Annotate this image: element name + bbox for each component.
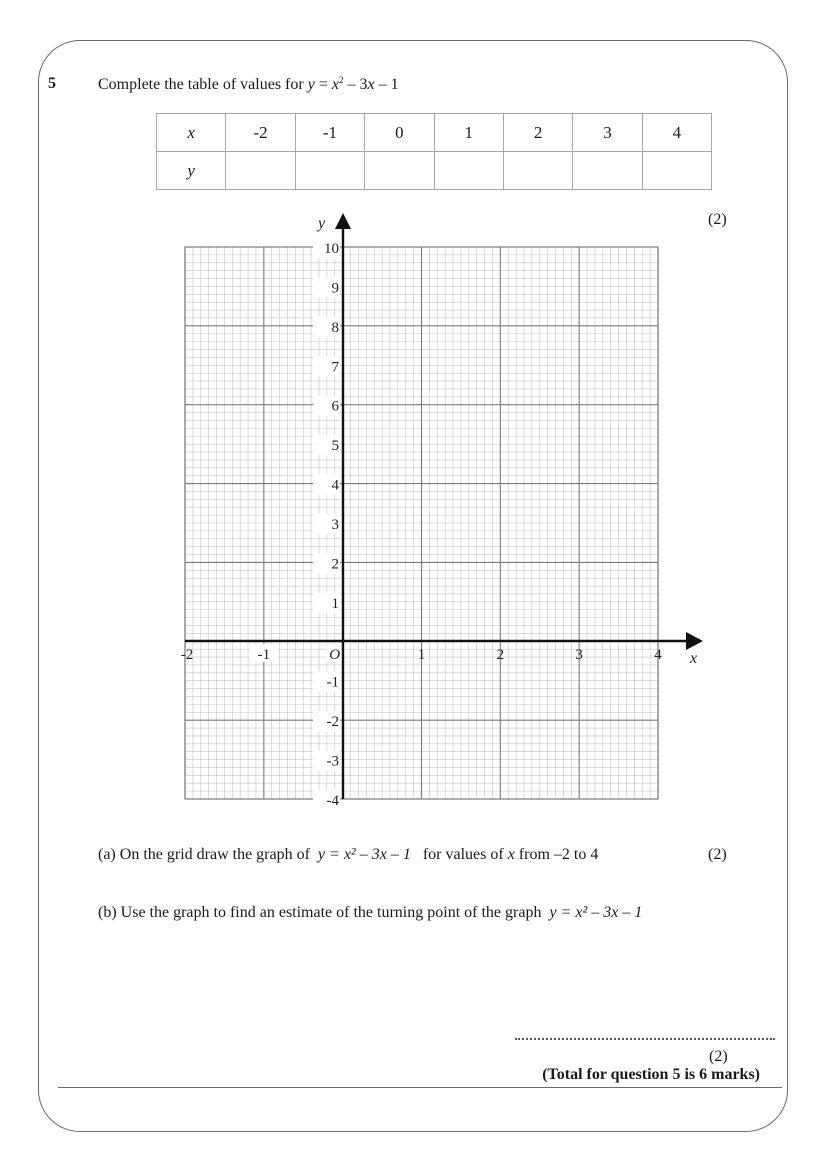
part-b-text: (b) Use the graph to find an estimate of the turning point of the graph	[98, 904, 542, 921]
tick-label: -2	[180, 647, 194, 663]
eq-equals: =	[314, 76, 332, 93]
eq-tail: – 1	[374, 76, 399, 93]
part-a-marks: (2)	[708, 846, 727, 863]
tick-label: 9	[331, 280, 339, 297]
tick-label: 4	[331, 477, 339, 494]
part-a-equation: y = x² – 3x – 1	[317, 846, 411, 863]
x-cell: 1	[434, 114, 503, 152]
tick-label: 2	[331, 556, 339, 573]
x-cell: 2	[503, 114, 572, 152]
tick-label: -1	[326, 674, 339, 691]
x-cell: 0	[365, 114, 434, 152]
total-marks: (Total for question 5 is 6 marks)	[542, 1066, 760, 1083]
eq-rest: – 3	[343, 76, 368, 93]
tick-label: -4	[326, 793, 339, 809]
y-axis	[335, 213, 351, 799]
x-cell: -1	[295, 114, 364, 152]
part-b	[98, 904, 642, 922]
divider	[58, 1087, 782, 1088]
y-axis-label: y	[318, 215, 326, 232]
x-axis-label: x	[690, 650, 698, 667]
tick-label: 6	[331, 398, 339, 415]
tick-label: 1	[417, 647, 426, 663]
tick-label: -1	[257, 647, 271, 663]
tick-label: -2	[326, 714, 339, 731]
tick-label: 2	[496, 647, 505, 663]
y-axis-arrow-icon	[335, 213, 351, 229]
y-header: y	[157, 152, 226, 190]
part-a-suffix: for values of	[422, 846, 508, 863]
question-number: 5	[48, 75, 56, 92]
prompt-text: Complete the table of values for	[98, 76, 304, 93]
eq-power: 2	[338, 75, 344, 85]
eq-x2: x	[367, 76, 375, 93]
tick-label: O	[329, 647, 341, 663]
tick-label: 3	[331, 517, 339, 533]
tick-label: 7	[331, 359, 339, 376]
eq-y: y	[307, 76, 315, 93]
part-b-equation: y = x² – 3x – 1	[549, 904, 643, 921]
answer-marks: (2)	[709, 1048, 728, 1065]
tick-label: 1	[331, 595, 339, 612]
x-cell: -2	[226, 114, 295, 152]
eq-x: x	[331, 76, 339, 93]
tick-label: -3	[326, 753, 339, 770]
tick-label: 3	[575, 647, 583, 663]
x-axis-arrow-icon	[686, 632, 703, 650]
x-header: x	[157, 114, 226, 152]
part-a-var: x	[507, 846, 515, 863]
x-cell: 3	[573, 114, 642, 152]
tick-label: 4	[654, 647, 662, 663]
part-a-text: (a) On the grid draw the graph of	[98, 846, 310, 863]
table-marks: (2)	[708, 211, 727, 228]
tick-label: 5	[331, 438, 339, 455]
tick-label: 8	[331, 319, 339, 336]
part-a-range: from –2 to 4	[514, 846, 599, 863]
answer-line[interactable]	[515, 1032, 775, 1040]
tick-label: 10	[324, 241, 339, 257]
part-a	[98, 846, 598, 864]
x-cell: 4	[642, 114, 711, 152]
